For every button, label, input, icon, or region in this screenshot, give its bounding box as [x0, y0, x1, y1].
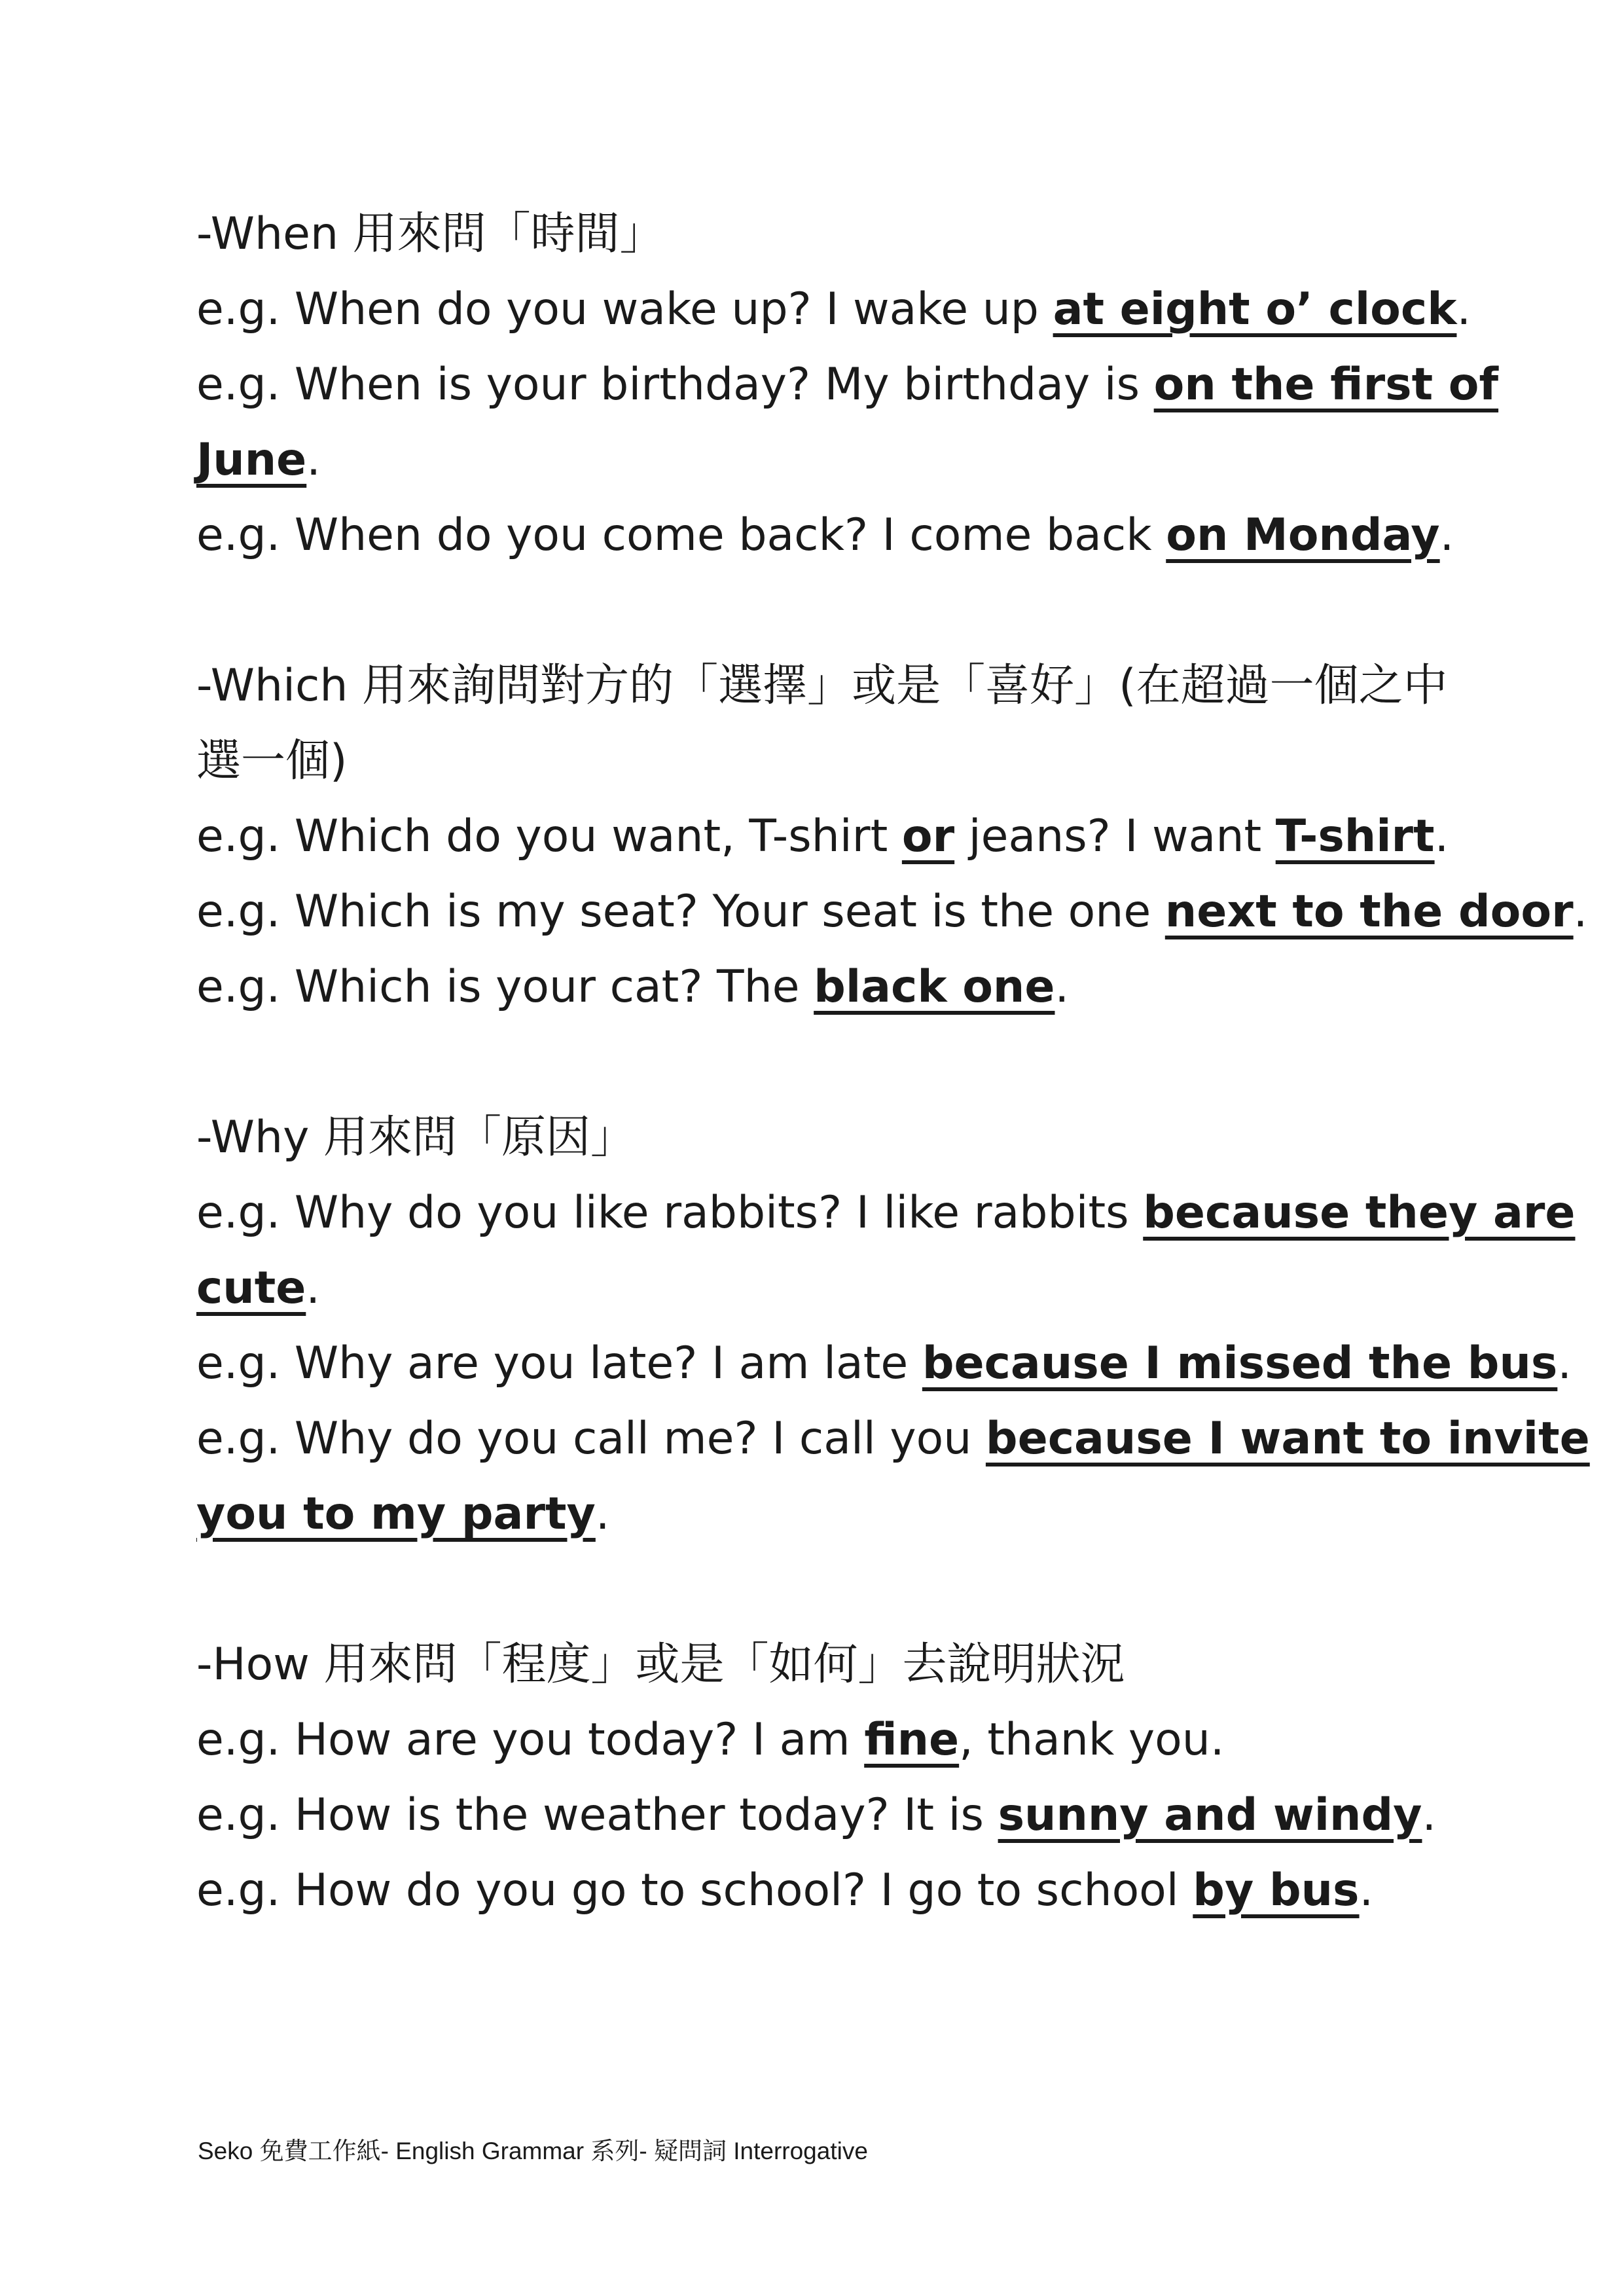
grammar-section [196, 1627, 1473, 1928]
example-line [196, 799, 1473, 874]
sentence-text: e.g. How are you today? I am [196, 1714, 865, 1766]
example-line [196, 1853, 1473, 1928]
example-line [196, 1401, 1590, 1476]
example-sentence [196, 1702, 1473, 1777]
answer-text: or [901, 811, 955, 862]
example-sentence [196, 799, 1473, 874]
example-sentence [196, 1777, 1473, 1853]
sentence-text: . [1573, 886, 1588, 938]
example-sentence [196, 498, 1473, 573]
example-line [196, 874, 1588, 949]
example-sentence [196, 1175, 1576, 1326]
answer-text: by bus [1193, 1865, 1360, 1916]
sentence-text: . [1422, 1789, 1437, 1841]
sentence-text: , thank you. [959, 1714, 1225, 1766]
grammar-section [196, 648, 1588, 1025]
example-sentence [196, 1326, 1572, 1401]
answer-text: at eight o’ clock [1053, 283, 1457, 335]
section-heading: -Which 用來詢問對方的「選擇」或是「喜好」(在超過一個之中 [196, 660, 1448, 712]
sentence-text: . [1456, 283, 1471, 335]
sentence-text: . [1434, 811, 1449, 862]
sentence-text: e.g. Which is my seat? Your seat is the one [196, 886, 1165, 938]
sentence-text: e.g. When do you wake up? I wake up [196, 283, 1053, 335]
answer-text: T-shirt [1275, 811, 1435, 862]
section-spacer [196, 1025, 1473, 1100]
answer-text: on Monday [1166, 509, 1440, 561]
answer-text: fine [864, 1714, 960, 1766]
sentence-text: e.g. Why do you like rabbits? I like rabbits [196, 1187, 1144, 1239]
example-line [196, 1476, 1473, 1552]
answer-text: June [196, 434, 307, 486]
grammar-section [196, 1100, 1590, 1552]
sentence-text: . [595, 1488, 610, 1540]
grammar-section [196, 196, 1499, 573]
example-line [196, 1250, 1473, 1326]
example-line [196, 1175, 1576, 1250]
sentence-text: e.g. Which is your cat? The [196, 961, 814, 1013]
sentence-text: e.g. How is the weather today? It is [196, 1789, 998, 1841]
answer-text: because they are [1143, 1187, 1576, 1239]
sentence-text: e.g. Which do you want, T-shirt [196, 811, 902, 862]
example-line [196, 422, 1473, 498]
section-spacer [196, 1552, 1473, 1627]
section-heading: -Why 用來問「原因」 [196, 1112, 635, 1163]
answer-text: cute [196, 1262, 306, 1314]
example-line [196, 498, 1473, 573]
answer-text: because I missed the bus [922, 1338, 1558, 1389]
sentence-text: . [1055, 961, 1070, 1013]
sentence-text: . [306, 1262, 320, 1314]
sentence-text: . [306, 434, 321, 486]
sentence-text: e.g. Why are you late? I am late [196, 1338, 922, 1389]
sentence-text: . [1439, 509, 1454, 561]
example-line [196, 1777, 1473, 1853]
section-heading: -When 用來問「時間」 [196, 208, 664, 260]
answer-text: because I want to invite [985, 1413, 1590, 1465]
sentence-text: . [1359, 1865, 1374, 1916]
example-sentence [196, 874, 1588, 949]
sentence-text: e.g. How do you go to school? I go to school [196, 1865, 1193, 1916]
answer-text: sunny and windy [998, 1789, 1422, 1841]
sentence-text: e.g. When do you come back? I come back [196, 509, 1166, 561]
section-spacer [196, 573, 1473, 648]
answer-text: on the first of [1153, 359, 1499, 410]
example-line [196, 1702, 1473, 1777]
answer-text: black one [814, 961, 1055, 1013]
example-sentence [196, 272, 1473, 347]
example-line [196, 949, 1473, 1025]
answer-text: next to the door [1164, 886, 1574, 938]
section-heading: -How 用來問「程度」或是「如何」去說明狀況 [196, 1639, 1125, 1690]
example-line [196, 272, 1473, 347]
example-sentence [196, 949, 1473, 1025]
answer-text: you to my party [196, 1488, 596, 1540]
sentence-text: e.g. When is your birthday? My birthday is [196, 359, 1154, 410]
worksheet-content [196, 196, 1590, 1928]
sentence-text: jeans? I want [954, 811, 1276, 862]
sentence-text: e.g. Why do you call me? I call you [196, 1413, 986, 1465]
sentence-text: . [1557, 1338, 1572, 1389]
example-sentence [196, 1401, 1590, 1552]
section-heading: 選一個) [196, 735, 348, 787]
example-sentence [196, 1853, 1473, 1928]
example-line [196, 1326, 1572, 1401]
page-footer: Seko 免費工作紙- English Grammar 系列- 疑問詞 Interrogative [198, 2138, 868, 2164]
example-sentence [196, 347, 1499, 498]
example-line [196, 347, 1499, 422]
